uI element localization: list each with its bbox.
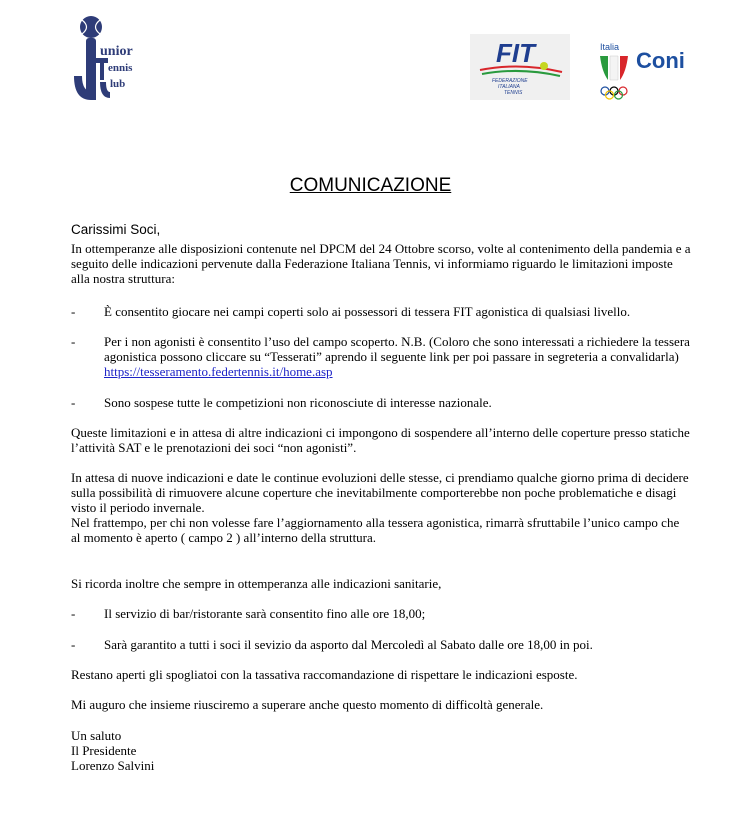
list-bullet: - — [71, 334, 76, 349]
paragraph-wish: Mi auguro che insieme riusciremo a superare anche questo momento di difficoltà generale. — [71, 697, 544, 712]
fit-logo — [470, 34, 570, 100]
greeting: Carissimi Soci, — [71, 222, 161, 237]
coni-logo-country: Italia — [600, 42, 620, 52]
page-title: COMUNICAZIONE — [289, 175, 452, 196]
paragraph-reminder: Si ricorda inoltre che sempre in ottemperanza alle indicazioni sanitarie, — [71, 576, 442, 591]
logo-tennis-text: ennis — [108, 62, 133, 74]
list-item-text: Per i non agonisti è consentito l’uso del campo scoperto. N.B. (Coloro che sono interessati a richiedere la tessera agonistica possono cliccare su “Tesserati” aprendo il seguente link per poi passare in segreteria a convalidarla) — [104, 334, 690, 364]
list-item: Il servizio di bar/ristorante sarà consentito fino alle ore 18,00; — [104, 606, 426, 621]
closing-salute: Un saluto — [71, 728, 122, 743]
paragraph-locker-rooms: Restano aperti gli spogliatoi con la tassativa raccomandazione di rispettare le indicazioni esposte. — [71, 667, 578, 682]
list-bullet: - — [71, 606, 76, 621]
coni-logo — [598, 42, 698, 104]
list-item: È consentito giocare nei campi coperti solo ai possessori di tessera FIT agonistica di qualsiasi livello. — [104, 304, 631, 319]
paragraph-limitations: Queste limitazioni e in attesa di altre indicazioni ci impongono di sospendere all’interno delle coperture presso statiche l’attività SAT e le prenotazioni dei soci “non agonisti”. — [71, 425, 690, 455]
intro-paragraph: In ottemperanze alle disposizioni contenute nel DPCM del 24 Ottobre scorso, volte al contenimento della pandemia e a seguito delle indicazioni pervenute dalla Federazione Italiana Tennis, vi informiamo riguardo le limitazioni imposte alla nostra struttura: — [71, 241, 691, 286]
fit-logo-sub2: ITALIANA — [498, 84, 520, 90]
junior-tennis-club-logo — [70, 14, 170, 104]
list-item: Sarà garantito a tutti i soci il sevizio da asporto dal Mercoledì al Sabato dalle ore 18,00 in poi. — [104, 637, 593, 652]
list-bullet: - — [71, 637, 76, 652]
closing-signature-name: Lorenzo Salvini — [71, 758, 155, 773]
coni-logo-name: Coni — [636, 48, 685, 73]
logo-junior-text: unior — [100, 44, 133, 59]
fit-logo-sub1: FEDERAZIONE — [492, 78, 528, 84]
fit-logo-name: FIT — [496, 38, 535, 68]
list-bullet: - — [71, 304, 76, 319]
closing-role: Il Presidente — [71, 743, 137, 758]
list-bullet: - — [71, 395, 76, 410]
paragraph-meanwhile: Nel frattempo, per chi non volesse fare l’aggiornamento alla tessera agonistica, rimarrà sfruttabile l’unico campo che al momento è aperto ( campo 2 ) all’interno della struttura. — [71, 515, 680, 545]
fit-logo-sub3: TENNIS — [504, 90, 523, 96]
tesseramento-link[interactable]: https://tesseramento.federtennis.it/home.asp — [104, 364, 333, 379]
logo-club-text: lub — [110, 78, 126, 90]
list-item: Sono sospese tutte le competizioni non riconosciute di interesse nazionale. — [104, 395, 492, 410]
paragraph-new-indications: In attesa di nuove indicazioni e date le continue evoluzioni delle stesse, ci prendiamo qualche giorno prima di decidere sulla possibilità di rimuovere alcune coperture che inevitabilmente comporterebbe non poche problematiche e disagi visto il periodo invernale. — [71, 470, 689, 515]
list-item — [104, 334, 694, 379]
